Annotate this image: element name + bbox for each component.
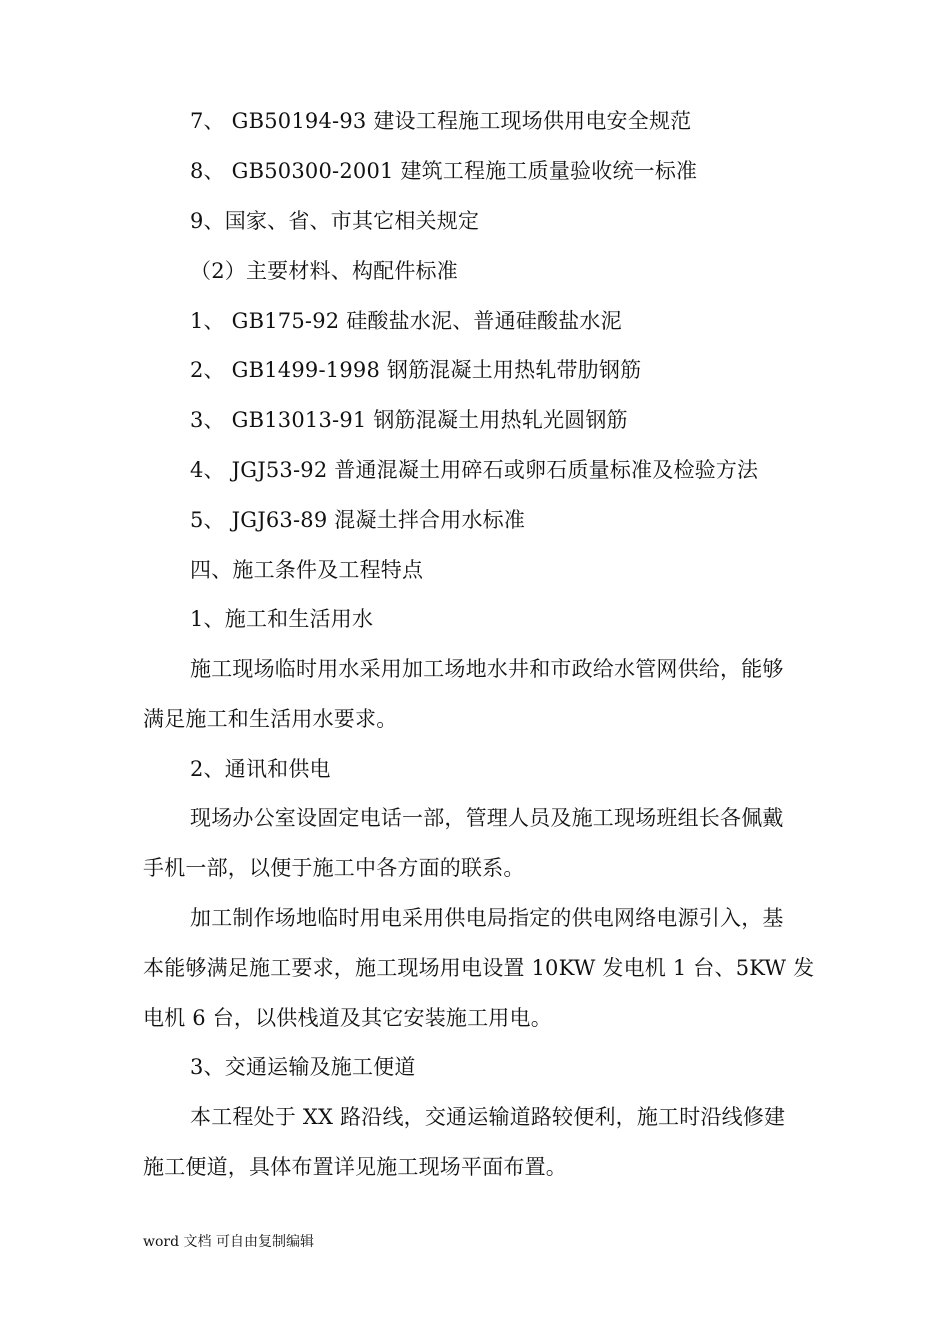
material-standard-1: 1、 GB175-92 硅酸盐水泥、普通硅酸盐水泥 xyxy=(190,309,622,333)
subheading-transport: 3、交通运输及施工便道 xyxy=(190,1055,416,1079)
paragraph-phone-line-2: 手机一部，以便于施工中各方面的联系。 xyxy=(143,856,525,880)
material-standard-4: 4、 JGJ53-92 普通混凝土用碎石或卵石质量标准及检验方法 xyxy=(190,458,759,482)
material-standard-2: 2、 GB1499-1998 钢筋混凝土用热轧带肋钢筋 xyxy=(190,358,642,382)
standard-item-7: 7、 GB50194-93 建设工程施工现场供用电安全规范 xyxy=(190,109,692,133)
paragraph-power-line-1: 加工制作场地临时用电采用供电局指定的供电网络电源引入，基 xyxy=(190,906,784,930)
standard-item-9: 9、国家、省、市其它相关规定 xyxy=(190,209,480,233)
paragraph-power-line-2: 本能够满足施工要求，施工现场用电设置 10KW 发电机 1 台、5KW 发 xyxy=(143,956,815,980)
material-standard-3: 3、 GB13013-91 钢筋混凝土用热轧光圆钢筋 xyxy=(190,408,628,432)
page-footer: word 文档 可自由复制编辑 xyxy=(143,1234,314,1250)
standard-item-8: 8、 GB50300-2001 建筑工程施工质量验收统一标准 xyxy=(190,159,698,183)
subheading-water: 1、施工和生活用水 xyxy=(190,607,374,631)
subheading-power: 2、通讯和供电 xyxy=(190,757,331,781)
material-standard-5: 5、 JGJ63-89 混凝土拌合用水标准 xyxy=(190,508,526,532)
paragraph-water-line-1: 施工现场临时用水采用加工场地水井和市政给水管网供给，能够 xyxy=(190,657,784,681)
paragraph-power-line-3: 电机 6 台，以供栈道及其它安装施工用电。 xyxy=(143,1006,552,1030)
paragraph-water-line-2: 满足施工和生活用水要求。 xyxy=(143,707,398,731)
section-heading-materials: （2）主要材料、构配件标准 xyxy=(190,259,458,283)
paragraph-transport-line-1: 本工程处于 XX 路沿线，交通运输道路较便利，施工时沿线修建 xyxy=(190,1105,786,1129)
paragraph-phone-line-1: 现场办公室设固定电话一部，管理人员及施工现场班组长各佩戴 xyxy=(190,806,784,830)
chapter-heading-4: 四、施工条件及工程特点 xyxy=(190,558,424,582)
paragraph-transport-line-2: 施工便道，具体布置详见施工现场平面布置。 xyxy=(143,1155,567,1179)
